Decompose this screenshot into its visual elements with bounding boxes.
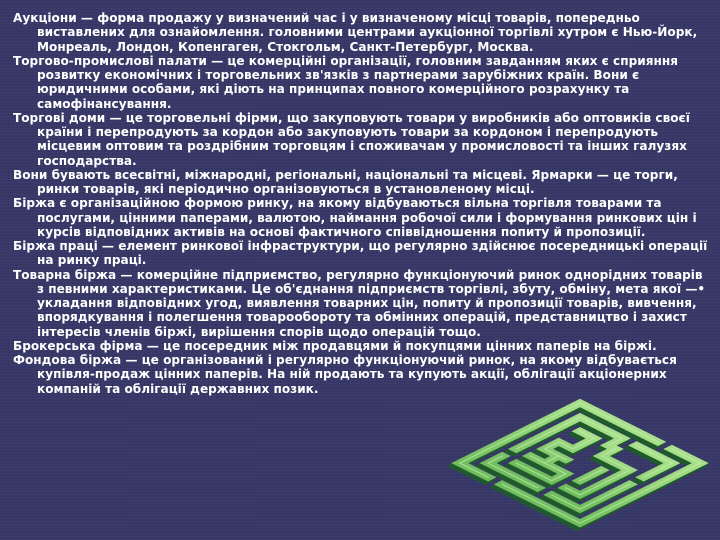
paragraph-labor-exchange: Біржа праці — елемент ринкової інфраструктури, що регулярно здійснює посередницькі операції на ринку праці. (13, 239, 708, 268)
paragraph-stock-exchange: Фондова біржа — це організований і регулярно функціонуючий ринок, на якому відбувається купівля-продаж цінних паперів. На ній продають та купують акції, облігації акціонерних компаній та облігації державних позик. (13, 353, 677, 396)
paragraph-auctions: Аукціони — форма продажу у визначений час і у визначеному місці товарів, попередньо виставлених для ознайомлення. головними центрами аукціонної торгівлі хутром є Нью-Йорк, Монреаль, Лондон, Копенгаген, Стокгольм, Санкт-Петербург, Москва. (13, 11, 698, 54)
paragraph-fairs: Вони бувають всесвітні, міжнародні, регіональні, національні та місцеві. Ярмарки — це торги, ринки товарів, які періодично організовуються в установленому місці. (13, 167, 678, 196)
text-block (13, 11, 708, 396)
paragraph-commodity-exchange: Товарна біржа — комерційне підприємство, регулярно функціонуючий ринок однорідних товарів з певними характеристиками. Це об'єднання підприємств торгівлі, збуту, обміну, мета якої —• укладання відповідних угод, виявлення товарних цін, попиту й пропозиції товарів, вивчення, впорядкування і полегшення товарообороту та обмінних операцій, представництво і захист інтересів членів біржі, вирішення спорів щодо операцій тощо. (13, 267, 706, 339)
paragraph-brokerage-firm: Брокерська фірма — це посередник між продавцями й покупцями цінних паперів на біржі. (13, 338, 657, 353)
hedge-maze-icon (445, 395, 715, 535)
paragraph-trading-houses: Торгові доми — це торговельні фірми, що закуповують товари у виробників або оптовиків своєї країни і перепродують за кордон або закуповують товари за кордоном і перепродують місцевим оптовим та роздрібним торговцям і споживачам у промисловості та інших галузях господарства. (13, 110, 690, 168)
paragraph-exchange: Біржа є організаційною формою ринку, на якому відбуваються вільна торгівля товарами та послугами, цінними паперами, валютою, наймання робочої сили і формування ринкових цін і курсів відповідних активів на основі фактичного співвідношення попиту й пропозиції. (13, 196, 697, 239)
paragraph-chambers-of-commerce: Торгово-промислові палати — це комерційні організації, головним завданням яких є сприяння розвитку економічних і торговельних зв'язків з партнерами зарубіжних країн. Вони є юридичними особами, які діють на принципах повного комерційного розрахунку та самофінансування. (13, 53, 678, 111)
